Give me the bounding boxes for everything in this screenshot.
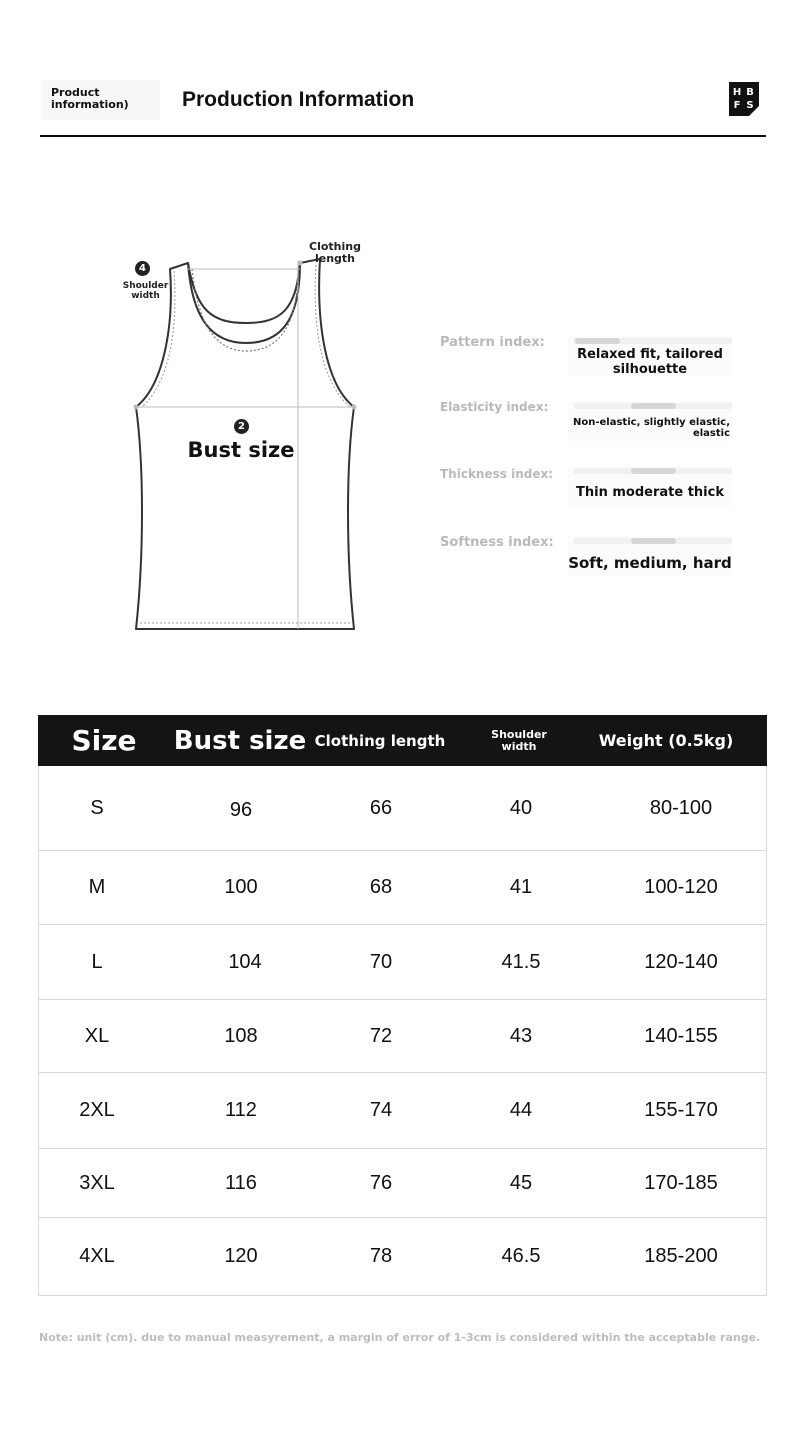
cell-clothing-length: 78 xyxy=(369,1245,393,1267)
thickness-index-bar xyxy=(574,468,732,474)
svg-text:S: S xyxy=(746,100,754,111)
cell-size: 3XL xyxy=(79,1171,115,1194)
header-size: Size xyxy=(71,724,137,757)
cell-weight: 170-185 xyxy=(644,1171,718,1194)
pattern-index-label: Pattern index: xyxy=(440,335,545,350)
size-table-body xyxy=(38,766,767,1296)
cell-shoulder-width: 45 xyxy=(509,1171,533,1194)
thickness-index-value: Thin moderate thick xyxy=(576,485,724,500)
bust-size-badge: 2 xyxy=(234,419,249,434)
cell-size: 4XL xyxy=(79,1245,115,1267)
cell-shoulder-width: 43 xyxy=(509,1024,533,1047)
elasticity-index-label: Elasticity index: xyxy=(440,400,549,414)
cell-weight: 100-120 xyxy=(644,876,718,898)
table-row xyxy=(39,1218,766,1295)
cell-weight: 120-140 xyxy=(644,950,718,973)
cell-size: 2XL xyxy=(79,1099,115,1121)
cell-weight: 140-155 xyxy=(644,1024,718,1047)
cell-bust-size: 104 xyxy=(228,950,262,973)
cell-clothing-length: 68 xyxy=(369,876,393,898)
softness-index-bar xyxy=(574,538,732,544)
cell-bust-size: 108 xyxy=(224,1024,258,1047)
cell-shoulder-width: 46.5 xyxy=(501,1245,541,1267)
table-row xyxy=(39,1073,766,1149)
table-row xyxy=(39,851,766,925)
cell-shoulder-width: 41.5 xyxy=(501,950,541,973)
cell-bust-size: 112 xyxy=(225,1099,257,1121)
cell-clothing-length: 72 xyxy=(369,1024,393,1047)
cell-size: L xyxy=(91,950,103,973)
cell-bust-size: 120 xyxy=(224,1245,258,1267)
cell-clothing-length: 70 xyxy=(369,950,393,973)
cell-size: S xyxy=(90,796,104,819)
cell-size: XL xyxy=(84,1024,110,1047)
table-row xyxy=(39,925,766,1000)
header-bust-size: Bust size xyxy=(173,725,307,756)
svg-text:F: F xyxy=(733,100,741,111)
page-title: Production Information xyxy=(182,88,415,111)
svg-text:B: B xyxy=(746,87,754,98)
header-shoulder-width: Shoulder width xyxy=(491,727,547,753)
cell-shoulder-width: 44 xyxy=(509,1099,533,1121)
header-clothing-length: Clothing length xyxy=(314,731,446,750)
cell-bust-size: 116 xyxy=(225,1171,257,1194)
table-row xyxy=(39,1000,766,1073)
cell-weight: 185-200 xyxy=(644,1245,718,1267)
cell-bust-size: 96 xyxy=(229,798,253,821)
cell-shoulder-width: 41 xyxy=(509,876,533,898)
thickness-index-panel xyxy=(568,466,732,506)
cell-clothing-length: 66 xyxy=(369,796,393,819)
elasticity-index-value: Non-elastic, slightly elastic, elastic xyxy=(573,417,730,439)
softness-index-bar-fill xyxy=(631,538,676,544)
size-table-header xyxy=(38,715,767,766)
cell-size: M xyxy=(88,876,106,898)
softness-index-panel xyxy=(568,536,732,576)
thickness-index-label: Thickness index: xyxy=(440,467,554,481)
bust-size-label: Bust size xyxy=(187,438,295,462)
cell-weight: 80-100 xyxy=(649,796,713,819)
shoulder-width-badge: 4 xyxy=(135,261,150,276)
elasticity-index-bar-fill xyxy=(631,403,676,409)
table-row xyxy=(39,1149,766,1218)
pattern-index-value: Relaxed fit, tailored silhouette xyxy=(577,347,723,377)
pattern-index-panel xyxy=(568,336,732,376)
product-information-tag xyxy=(42,80,160,120)
pattern-index-bar xyxy=(574,338,732,344)
pattern-index-bar-fill xyxy=(575,338,620,344)
measurement-note: Note: unit (cm). due to manual measyrement, a margin of error of 1-3cm is considered within the acceptable range. xyxy=(39,1331,761,1344)
brand-logo xyxy=(729,82,759,116)
cell-clothing-length: 74 xyxy=(369,1099,393,1121)
cell-weight: 155-170 xyxy=(644,1099,718,1121)
cell-clothing-length: 76 xyxy=(369,1171,393,1194)
cell-bust-size: 100 xyxy=(224,876,258,898)
elasticity-index-panel xyxy=(568,401,732,441)
svg-text:H: H xyxy=(732,87,742,98)
header-divider xyxy=(40,135,766,137)
product-information-tag-text: Product information) xyxy=(51,86,129,111)
table-row xyxy=(39,766,766,851)
shoulder-width-label: Shoulder width xyxy=(122,281,169,301)
thickness-index-bar-fill xyxy=(631,468,676,474)
clothing-length-label: Clothing length xyxy=(309,240,361,265)
cell-shoulder-width: 40 xyxy=(509,796,533,819)
softness-index-label: Softness index: xyxy=(440,535,554,550)
elasticity-index-bar xyxy=(574,403,732,409)
softness-index-value: Soft, medium, hard xyxy=(568,554,732,572)
header-weight: Weight (0.5kg) xyxy=(598,731,734,750)
